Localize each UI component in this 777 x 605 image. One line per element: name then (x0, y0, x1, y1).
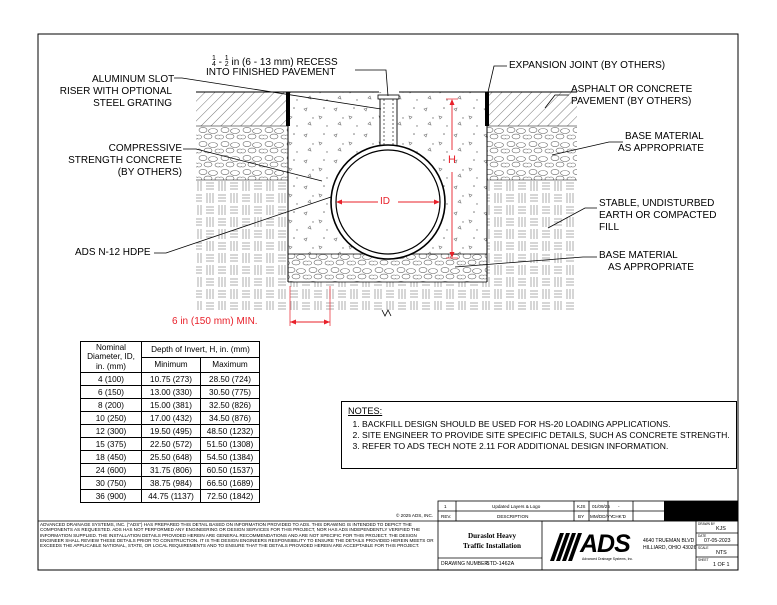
pavement-left (196, 92, 288, 126)
disclaimer-text: ADVANCED DRAINAGE SYSTEMS, INC. ("ADS") HAS PREPARED THIS DETAIL BASED ON INFORMATION PROVIDED TO ADS. THIS DRAWING IS INTENDED TO DEPICT THE COMPONENTS AS REQUESTED. ADS HAS NOT PERFORMED ANY ENGINEERING OR DESIGN SERVICES FOR THIS PROJECT, NOR HAS ADS INDEPENDENTLY VERIFIED THE INFORMATION SUPPLIED. THE INSTALLATION DETAILS PROVIDED HEREIN ARE GENERAL RECOMMENDATIONS AND ARE NOT SPECIFIC FOR THIS PROJECT. THE DESIGN ENGINEER SHALL REVIEW THESE DETAILS PRIOR TO CONSTRUCTION. IT IS THE DESIGN ENGINEERS RESPONSIBILITY TO ENSURE THE DETAILS PROVIDED HEREIN MEETS OR EXCEEDS THE APPLICABLE NATIONAL, STATE, OR LOCAL REQUIREMENTS AND TO ENSURE THAT THE DETAILS PROVIDED HEREIN ARE ACCEPTABLE FOR THIS PROJECT. (40, 522, 434, 549)
table-cell-min: 22.50 (572) (142, 438, 201, 451)
table-row (81, 490, 260, 503)
earth-right (487, 180, 577, 310)
table-cell-diameter: 24 (600) (81, 464, 142, 477)
notes-box (341, 401, 737, 469)
table-cell-diameter: 6 (150) (81, 386, 142, 399)
table-cell-max: 32.50 (826) (201, 399, 260, 412)
table-cell-diameter: 10 (250) (81, 412, 142, 425)
base-top-left (196, 126, 288, 180)
note-item: 1. BACKFILL DESIGN SHOULD BE USED FOR HS-20 LOADING APPLICATIONS. (362, 419, 730, 429)
notes-title: NOTES: (348, 406, 383, 416)
scale-label: SCALE (698, 546, 709, 550)
drawn-by-label: DRAWN BY (698, 522, 716, 526)
table-head-depth: Depth of Invert, H, in. (mm) (142, 342, 260, 358)
address-line2: HILLIARD, OHIO 43026 (643, 545, 697, 551)
pavement-label-1: ASPHALT OR CONCRETE (571, 84, 693, 95)
min-width-label: 6 in (150 mm) MIN. (172, 316, 258, 327)
table-cell-min: 25.50 (648) (142, 451, 201, 464)
table-cell-min: 13.00 (330) (142, 386, 201, 399)
pavement-label-2: PAVEMENT (BY OTHERS) (571, 96, 692, 107)
header-by: BY (578, 514, 585, 519)
table-cell-min: 38.75 (984) (142, 477, 201, 490)
table-body (81, 373, 260, 503)
header-date: MM/DD/YY (590, 514, 613, 519)
earth-left (196, 180, 288, 310)
table-cell-max: 54.50 (1384) (201, 451, 260, 464)
slot-riser-label-3: STEEL GRATING (93, 98, 172, 109)
drawing-number-label: DRAWING NUMBER: (441, 561, 490, 567)
table-row (81, 464, 260, 477)
table-head-min: Minimum (142, 357, 201, 373)
table-row (81, 373, 260, 386)
table-cell-diameter: 8 (200) (81, 399, 142, 412)
slot-riser-label-2: RISER WITH OPTIONAL (59, 86, 172, 97)
scale-value: NTS (716, 550, 727, 556)
table-head-diameter: Nominal Diameter, ID, in. (mm) (81, 342, 142, 373)
rev-date: 01/09/25 (592, 504, 610, 509)
drawing-number: STD-1462A (486, 561, 515, 567)
table-cell-min: 31.75 (806) (142, 464, 201, 477)
table-cell-diameter: 30 (750) (81, 477, 142, 490)
rev-by: KJS (577, 504, 586, 509)
table-cell-min: 10.75 (273) (142, 373, 201, 386)
base-bottom-label-2: AS APPROPRIATE (608, 262, 694, 273)
table-cell-diameter: 18 (450) (81, 451, 142, 464)
table-cell-min: 19.50 (495) (142, 425, 201, 438)
table-row (81, 438, 260, 451)
note-item: 3. REFER TO ADS TECH NOTE 2.11 FOR ADDITIONAL DESIGN INFORMATION. (362, 441, 730, 451)
expansion-joint-right (485, 92, 489, 126)
table-cell-diameter: 4 (100) (81, 373, 142, 386)
base-top-label-2: AS APPROPRIATE (618, 143, 704, 154)
table-cell-max: 60.50 (1537) (201, 464, 260, 477)
sheet-value: 1 OF 1 (713, 562, 730, 568)
slot-riser-label-1: ALUMINUM SLOT (92, 74, 175, 85)
table-cell-max: 72.50 (1842) (201, 490, 260, 503)
concrete-label-2: STRENGTH CONCRETE (68, 155, 182, 166)
recess-label: 1 4 - 1 2 in (6 - 13 mm) RECESS (212, 55, 338, 69)
header-description: DESCRIPTION (497, 514, 529, 519)
earth-label-1: STABLE, UNDISTURBED (599, 198, 715, 209)
table-cell-diameter: 12 (300) (81, 425, 142, 438)
table-cell-max: 51.50 (1308) (201, 438, 260, 451)
expansion-joint-label: EXPANSION JOINT (BY OTHERS) (509, 60, 666, 71)
pavement-right (487, 92, 577, 126)
rev-number: 1 (444, 504, 447, 509)
earth-bottom (288, 282, 487, 310)
table-cell-diameter: 36 (900) (81, 490, 142, 503)
base-top-right (487, 126, 577, 180)
rev-checked: - (618, 504, 620, 509)
note-item: 2. SITE ENGINEER TO PROVIDE SITE SPECIFIC DETAILS, SUCH AS CONCRETE STRENGTH. (362, 430, 730, 440)
concrete-label-1: COMPRESSIVE (108, 143, 182, 154)
address-line1: 4640 TRUEMAN BLVD (643, 538, 695, 544)
table-cell-max: 30.50 (775) (201, 386, 260, 399)
ads-logo-subtitle: Advanced Drainage Systems, Inc. (582, 557, 634, 561)
rev-description: Updated Layers & Logo (492, 504, 541, 509)
sheet-label: SHEET (698, 558, 709, 562)
header-checked: CHK'D (612, 514, 626, 519)
base-bottom-label-1: BASE MATERIAL (599, 250, 678, 261)
table-head-max: Maximum (201, 357, 260, 373)
h-dimension-label: H (448, 154, 456, 166)
invert-depth-table (80, 341, 260, 503)
table-row (81, 425, 260, 438)
date-value: 07-05-2023 (704, 538, 731, 544)
recess-label-line2: INTO FINISHED PAVEMENT (206, 67, 336, 78)
table-cell-min: 17.00 (432) (142, 412, 201, 425)
id-dimension-label: ID (380, 196, 390, 207)
table-row (81, 386, 260, 399)
table-row (81, 451, 260, 464)
earth-label-3: FILL (599, 222, 620, 233)
drawn-by: KJS (716, 526, 726, 532)
table-row (81, 399, 260, 412)
table-cell-max: 28.50 (724) (201, 373, 260, 386)
table-row (81, 412, 260, 425)
table-cell-max: 48.50 (1232) (201, 425, 260, 438)
ads-logo-text: ADS (580, 530, 630, 558)
date-label: DATE (698, 534, 707, 538)
expansion-joint-left (286, 92, 290, 126)
drawing-title-line1: Duraslot Heavy (467, 532, 517, 540)
concrete-label-3: (BY OTHERS) (117, 167, 182, 178)
header-rev: REV. (441, 514, 452, 519)
drawing-title-line2: Traffic Installation (463, 542, 521, 550)
base-top-label-1: BASE MATERIAL (625, 131, 704, 142)
pipe-label: ADS N-12 HDPE (75, 247, 151, 258)
table-cell-min: 15.00 (381) (142, 399, 201, 412)
earth-label-2: EARTH OR COMPACTED (599, 210, 717, 221)
copyright: © 2025 ADS, INC. (396, 513, 434, 518)
ads-logo (550, 533, 582, 561)
table-cell-max: 34.50 (876) (201, 412, 260, 425)
table-cell-max: 66.50 (1689) (201, 477, 260, 490)
table-row (81, 477, 260, 490)
title-block-black-band (664, 501, 738, 521)
table-cell-diameter: 15 (375) (81, 438, 142, 451)
table-cell-min: 44.75 (1137) (142, 490, 201, 503)
